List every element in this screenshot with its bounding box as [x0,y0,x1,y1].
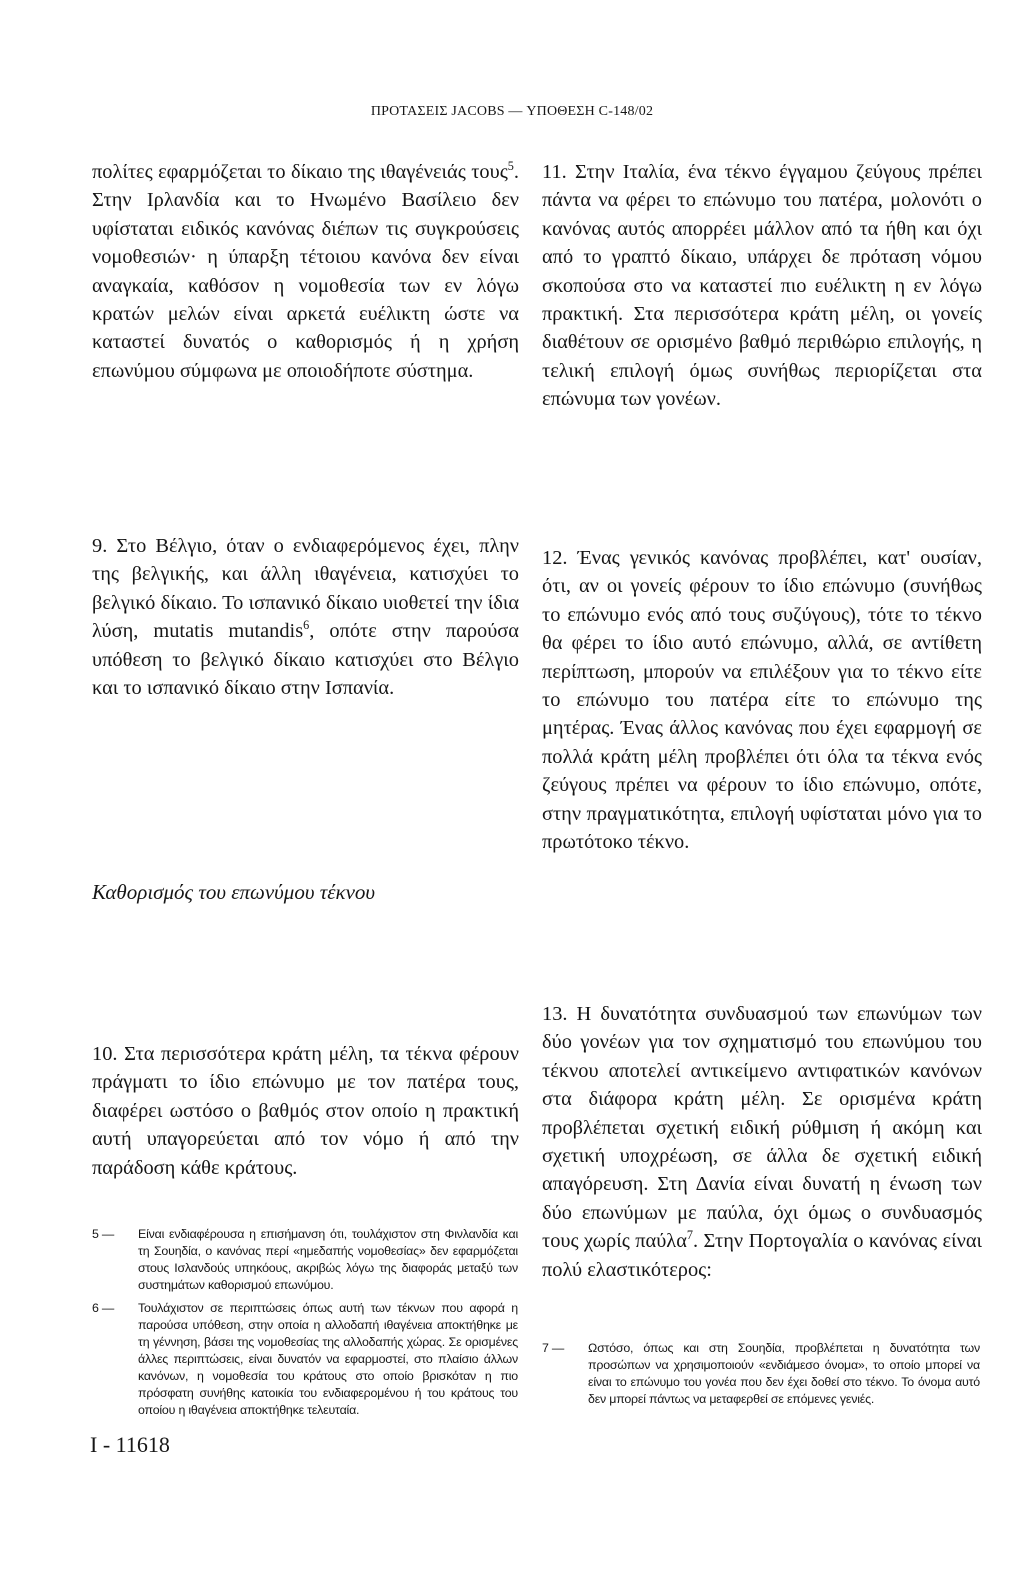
footnote-6 [92,1300,518,1419]
page-number: I - 11618 [90,1432,170,1457]
footnote-5 [92,1226,518,1294]
paragraph-intro-text-cont: . Στην Ιρλανδία και το Ηνωμένο Βασίλειο δεν υφίσταται ειδικός κανόνας διέπων τις συγκρούσεις νομοθεσιών· η ύπαρξη τέτοιου κανόνα δεν είναι αναγκαία, καθόσον η νομοθεσία των εν λόγω κρατών μελών είναι αρκετά ευέλικτη ώστε να καταστεί δυνατός ο καθορισμός ή η χρήση επωνύμου σύμφωνα με οποιοδήποτε σύστημα. [92,161,519,382]
paragraph-9 [92,532,519,702]
footnote-text: Τουλάχιστον σε περιπτώσεις όπως αυτή των τέκνων που αφορά η παρούσα υπόθεση, στην οποία η αλλοδαπή ιθαγένεια αποκτήθηκε με τη γέννηση, βάσει της νομοθεσίας της αλλοδαπής χώρας. Σε ορισμένες άλλες περιπτώσεις, είναι δυνατόν να εφαρμοστεί, στο πλαίσιο άλλων κανόνων, η νομοθεσία του κράτους στο οποίο βρισκόταν η πιο πρόσφατη συνήθης κατοικία του ενδιαφερομένου ή του κράτους του οποίου η ιθαγένεια αποκτήθηκε τελευταία. [138,1301,518,1417]
paragraph-13-text-cont: . Στην Πορτογαλία ο κανόνας είναι πολύ ελαστικότερος: [542,1230,982,1281]
running-header: ΠΡΟΤΑΣΕΙΣ JACOBS — ΥΠΟΘΕΣΗ C-148/02 [370,104,654,119]
footnote-text: Ωστόσο, όπως και στη Σουηδία, προβλέπεται η δυνατότητα των προσώπων να χρησιμοποιούν «ενδιάμεσο όνομα», το οποίο μπορεί να είναι το επώνυμο του γονέα που δεν έχει δοθεί στο τέκνο. Το όνομα αυτό δεν μπορεί πάντως να μεταφερθεί σε επόμενες γενιές. [588,1341,980,1406]
footnote-ref-6: 6 [303,618,310,633]
footnote-number: 6 — [92,1301,115,1315]
paragraph-9-text-cont: , οπότε στην παρούσα υπόθεση το βελγικό δίκαιο κατισχύει στο Βέλγιο και το ισπανικό δίκαιο στην Ισπανία. [92,620,519,700]
paragraph-intro [92,158,519,385]
paragraph-13-text: 13. Η δυνατότητα συνδυασμού των επωνύμων των δύο γονέων για τον σχηματισμό του επωνύμου του τέκνου αποτελεί αντικείμενο αντιφατικών κανόνων στα διάφορα κράτη μέλη. Σε ορισμένα κράτη προβλέπεται σχετική ειδική ρύθμιση ή ακόμη και σχετική υποχρέωση, σε άλλα δε σχετική ειδική απαγόρευση. Στη Δανία είναι δυνατή η ένωση των δύο επωνύμων με παύλα, όχι όμως ο συνδυασμός τους χωρίς παύλα [542,1003,982,1253]
paragraph-11: 11. Στην Ιταλία, ένα τέκνο έγγαμου ζεύγους πρέπει πάντα να φέρει το επώνυμο του πατέρα, μολονότι ο κανόνας αυτός απορρέει μάλλον από τα ήθη και όχι από το γραπτό δίκαιο, υπάρχει δε πρόταση νόμου σκοπούσα στο να καταστεί πιο ευέλικτη η εν λόγω πρακτική. Στα περισσότερα κράτη μέλη, οι γονείς διαθέτουν σε ορισμένο βαθμό περιθώριο επιλογής, η τελική επιλογή όμως συνήθως περιορίζεται στα επώνυμα των γονέων. [542,161,982,411]
footnote-ref-7: 7 [686,1228,693,1243]
paragraph-10: 10. Στα περισσότερα κράτη μέλη, τα τέκνα φέρουν πράγματι το ίδιο επώνυμο με τον πατέρα τους, διαφέρει ωστόσο ο βαθμός στον οποίο η πρακτική αυτή υπαγορεύεται από τον νόμο ή από την παράδοση κάθε κράτους. [92,1043,519,1179]
footnote-number: 5 — [92,1227,115,1241]
footnote-ref-5: 5 [507,159,514,174]
paragraph-12: 12. Ένας γενικός κανόνας προβλέπει, κατ' ουσίαν, ότι, αν οι γονείς φέρουν το ίδιο επώνυμο (συνήθως το επώνυμο ενός από τους συζύγους), τότε το τέκνο θα φέρει το ίδιο αυτό επώνυμο, αλλά, σε αντίθετη περίπτωση, μπορούν να επιλέξουν για το τέκνο είτε το επώνυμο του πατέρα είτε το επώνυμο της μητέρας. Ένας άλλος κανόνας που έχει εφαρμογή σε πολλά κράτη μέλη προβλέπει ότι όλα τα τέκνα ενός ζεύγους πρέπει να φέρουν το ίδιο επώνυμο, οπότε, στην πραγματικότητα, επιλογή υφίσταται μόνο για το πρωτότοκο τέκνο. [542,547,982,854]
paragraph-13 [542,1000,982,1284]
footnote-number: 7 — [542,1341,565,1355]
paragraph-intro-text: πολίτες εφαρμόζεται το δίκαιο της ιθαγένειάς τους [92,161,508,183]
section-heading: Καθορισμός του επωνύμου τέκνου [92,880,376,904]
paragraph-9-text: 9. Στο Βέλγιο, όταν ο ενδιαφερόμενος έχει, πλην της βελγικής, και άλλη ιθαγένεια, κατισχύει το βελγικό δίκαιο. Το ισπανικό δίκαιο υιοθετεί την ίδια λύση, mutatis mutandis [92,535,519,643]
footnote-7 [542,1340,980,1408]
footnote-text: Είναι ενδιαφέρουσα η επισήμανση ότι, τουλάχιστον στη Φινλανδία και τη Σουηδία, ο κανόνας περί «ημεδαπής νομοθεσίας» δεν εφαρμόζεται στους Ισλανδούς υπηκόους, ακριβώς λόγω της διαφοράς μεταξύ των συστημάτων καθορισμού επωνύμου. [138,1227,518,1292]
